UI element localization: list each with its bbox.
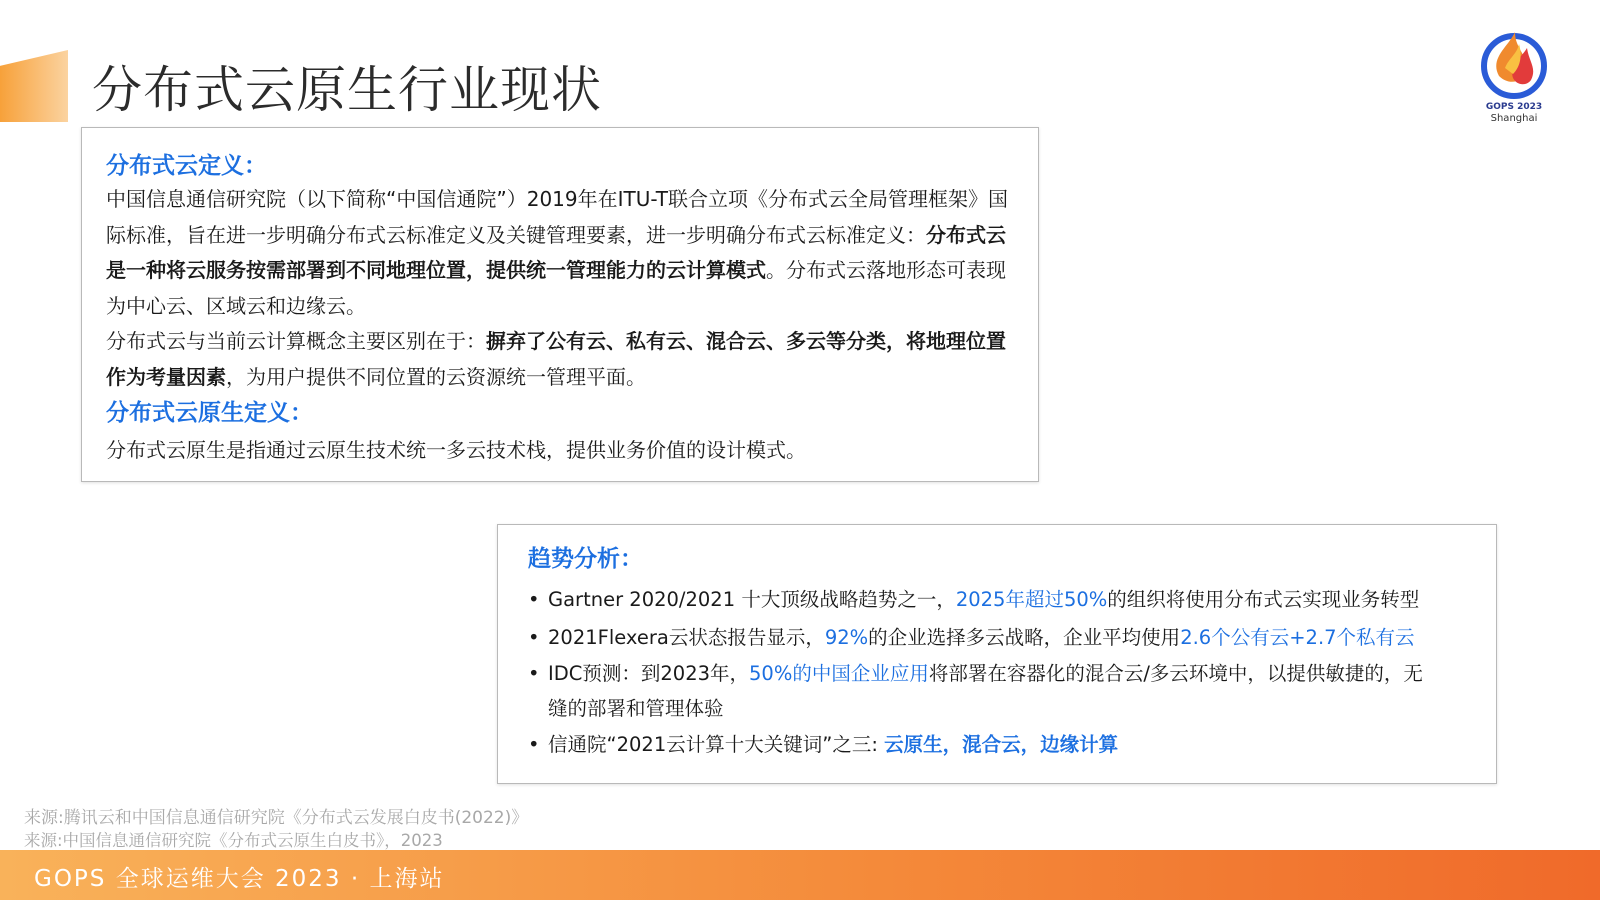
trend-list [528,581,1474,764]
footer-bar [0,850,1600,900]
trend-item: • IDC预测：到2023年，50%的中国企业应用将部署在容器化的混合云/多云环境中，以提供敏捷的，无缝的部署和管理体验 [528,656,1474,726]
definition-paragraph-1: 中国信息通信研究院（以下简称“中国信通院”）2019年在ITU-T联合立项《分布式云全局管理框架》国际标准，旨在进一步明确分布式云标准定义及关键管理要素，进一步明确分布式云标准定义：分布式云是一种将云服务按需部署到不同地理位置，提供统一管理能力的云计算模式。分布式云落地形态可表现为中心云、区域云和边缘云。 [106,187,1008,318]
trend-item: • 信通院“2021云计算十大关键词”之三: 云原生，混合云，边缘计算 [528,726,1474,764]
trend-item: • Gartner 2020/2021 十大顶级战略趋势之一，2025年超过50%的组织将使用分布式云实现业务转型 [528,581,1474,619]
trend-item: • 2021Flexera云状态报告显示，92%的企业选择多云战略，企业平均使用2.6个公有云+2.7个私有云 [528,619,1474,657]
definition-paragraph-3: 分布式云原生是指通过云原生技术统一多云技术栈，提供业务价值的设计模式。 [106,438,806,462]
definition-paragraph-2: 分布式云与当前云计算概念主要区别在于：摒弃了公有云、私有云、混合云、多云等分类，将地理位置作为考量因素，为用户提供不同位置的云资源统一管理平面。 [106,329,1006,389]
page-title: 分布式云原生行业现状 [92,61,602,119]
trend-heading: 趋势分析： [528,546,643,572]
gops-logo [1474,28,1554,130]
footer-text: GOPS 全球运维大会 2023 · 上海站 [34,866,445,892]
title-accent-shape [0,50,68,122]
logo-year: GOPS 2023 [1485,102,1543,112]
distributed-cloud-definition-heading: 分布式云定义： [106,153,267,179]
gops-flame-icon [1479,28,1549,100]
trend-box [497,524,1497,784]
definition-box [81,127,1039,482]
logo-city: Shanghai [1490,113,1538,124]
source-line-2: 来源:中国信息通信研究院《分布式云原生白皮书》，2023 [24,831,443,850]
cloud-native-definition-heading: 分布式云原生定义： [106,400,313,426]
source-line-1: 来源:腾讯云和中国信息通信研究院《分布式云发展白皮书(2022)》 [24,808,529,828]
